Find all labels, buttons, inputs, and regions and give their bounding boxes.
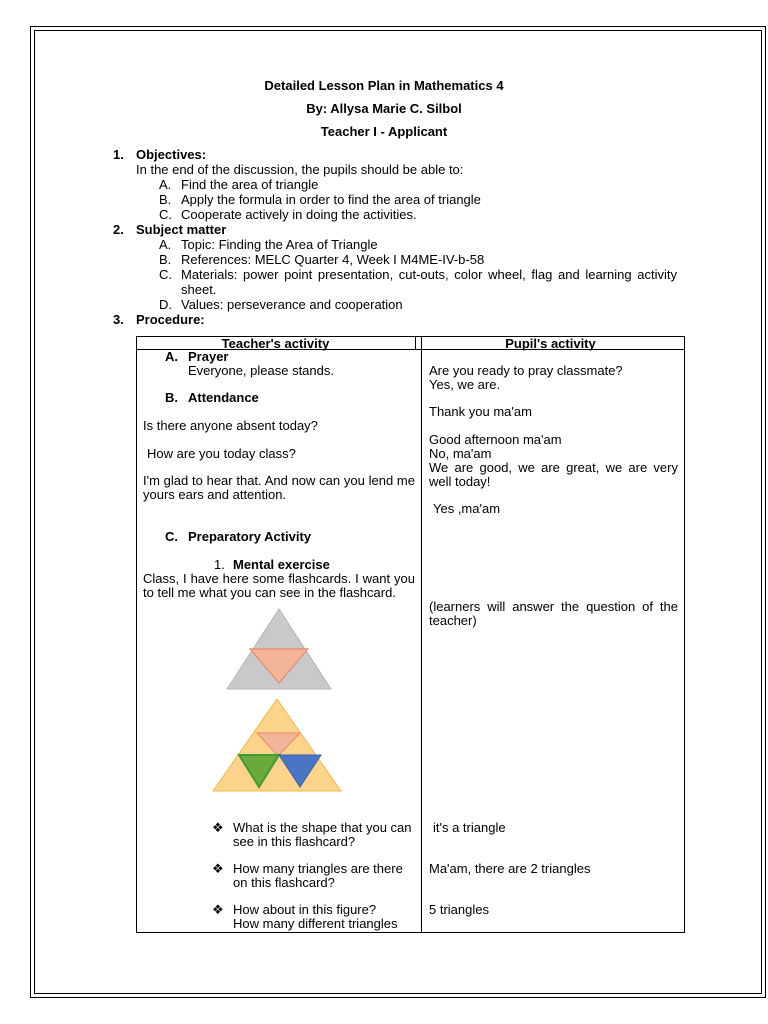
- doc-position: Teacher I - Applicant: [320, 124, 448, 139]
- objectives-intro: In the end of the discussion, the pupils should be able to:: [136, 162, 464, 177]
- pupil-response: No, ma'am: [429, 446, 492, 461]
- procedure-title: Procedure:: [136, 312, 205, 327]
- prayer-text: Everyone, please stands.: [188, 363, 334, 378]
- flashcard-triangle-gray: [222, 606, 336, 692]
- absent-question: Is there anyone absent today?: [143, 418, 318, 433]
- pupil-response: Are you ready to pray classmate?: [429, 363, 623, 378]
- prayer-letter: A.: [165, 349, 178, 364]
- subject-letter: A.: [159, 237, 172, 252]
- bullet-icon: ❖: [212, 861, 224, 876]
- question-figure: How about in this figure? How many different triangles: [233, 902, 398, 931]
- bullet-icon: ❖: [212, 902, 224, 917]
- subject-item: References: MELC Quarter 4, Week I M4ME-IV-b-58: [181, 252, 485, 267]
- subject-item: Values: perseverance and cooperation: [181, 297, 403, 312]
- pupil-response: Yes ,ma'am: [433, 501, 501, 516]
- bullet-icon: ❖: [212, 820, 224, 835]
- flashcard-triangle-yellow: [209, 696, 345, 794]
- objectives-number: 1.: [113, 147, 124, 162]
- subject-title: Subject matter: [136, 222, 227, 237]
- objective-item: Find the area of triangle: [181, 177, 319, 192]
- objective-letter: A.: [159, 177, 172, 192]
- prep-letter: C.: [165, 529, 178, 544]
- subject-letter: D.: [159, 297, 172, 312]
- pupil-response: We are good, we are great, we are very well today!: [429, 460, 678, 489]
- col-header-pupil: Pupil's activity: [505, 336, 596, 351]
- glad-text: I'm glad to hear that. And now can you lend me yours ears and attention.: [143, 473, 415, 502]
- attendance-letter: B.: [165, 390, 178, 405]
- subject-letter: B.: [159, 252, 172, 267]
- subject-item: Materials: power point presentation, cut-outs, color wheel, flag and learning activity sheet.: [181, 267, 677, 297]
- flashcard-instruction: Class, I have here some flashcards. I want you to tell me what you can see in the flashcard.: [143, 571, 415, 600]
- prep-title: Preparatory Activity: [188, 529, 312, 544]
- pupil-answer: 5 triangles: [429, 902, 489, 917]
- subject-item: Topic: Finding the Area of Triangle: [181, 237, 378, 252]
- col-header-teacher: Teacher's activity: [221, 336, 330, 351]
- objective-item: Cooperate actively in doing the activities.: [181, 207, 417, 222]
- objective-letter: C.: [159, 207, 172, 222]
- pupil-answer: Ma'am, there are 2 triangles: [429, 861, 591, 876]
- pupil-response: Thank you ma'am: [429, 404, 532, 419]
- pupil-response: Yes, we are.: [429, 377, 501, 392]
- prayer-title: Prayer: [188, 349, 229, 364]
- question-count: How many triangles are there on this flashcard?: [233, 861, 403, 890]
- subject-letter: C.: [159, 267, 172, 282]
- objectives-title: Objectives:: [136, 147, 207, 162]
- doc-title: Detailed Lesson Plan in Mathematics 4: [264, 78, 504, 93]
- pupil-response: (learners will answer the question of the teacher): [429, 599, 678, 628]
- mental-number: 1.: [214, 557, 225, 572]
- procedure-number: 3.: [113, 312, 124, 327]
- question-shape: What is the shape that you can see in this flashcard?: [233, 820, 412, 849]
- doc-author: By: Allysa Marie C. Silbol: [306, 101, 462, 116]
- objective-letter: B.: [159, 192, 172, 207]
- how-question: How are you today class?: [147, 446, 296, 461]
- objective-item: Apply the formula in order to find the area of triangle: [181, 192, 481, 207]
- subject-number: 2.: [113, 222, 124, 237]
- mental-title: Mental exercise: [233, 557, 330, 572]
- attendance-title: Attendance: [188, 390, 259, 405]
- table-column-divider: [421, 336, 422, 933]
- pupil-response: Good afternoon ma'am: [429, 432, 562, 447]
- pupil-answer: it's a triangle: [433, 820, 506, 835]
